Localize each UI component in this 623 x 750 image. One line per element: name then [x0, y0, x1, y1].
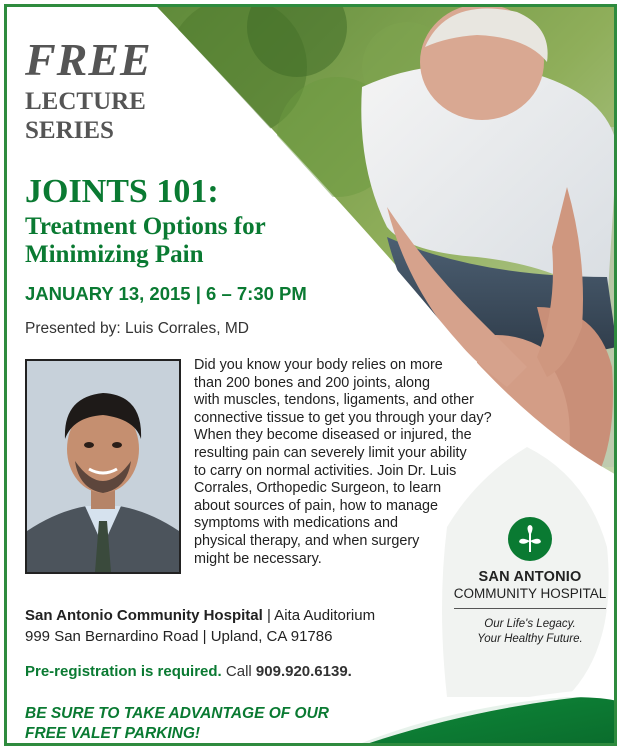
- presenter-portrait: [25, 359, 181, 574]
- description-line: resulting pain can severely limit your ability: [194, 444, 467, 461]
- registration-line: [25, 663, 352, 680]
- description-line: Corrales, Orthopedic Surgeon, to learn: [194, 480, 442, 497]
- subtitle-line-1: Treatment Options for: [25, 213, 266, 240]
- description-line: Did you know your body relies on more: [194, 357, 443, 373]
- valet-line-1: BE SURE TO TAKE ADVANTAGE OF OUR: [25, 705, 329, 722]
- subtitle-line-2: Minimizing Pain: [25, 241, 204, 268]
- description-line: When they become diseased or injured, the: [194, 427, 472, 444]
- hospital-logo: [450, 517, 610, 647]
- venue-address: 999 San Bernardino Road | Upland, CA 91786: [25, 628, 333, 645]
- event-date-time: JANUARY 13, 2015 | 6 – 7:30 PM: [25, 283, 307, 304]
- event-title: JOINTS 101:: [25, 173, 219, 210]
- venue-info: [25, 605, 375, 647]
- venue-line: [25, 605, 375, 626]
- logo-tagline-2: Your Healthy Future.: [477, 633, 583, 645]
- description-line: symptoms with medications and: [194, 515, 398, 532]
- venue-hospital: San Antonio Community Hospital: [25, 607, 263, 624]
- valet-line-2: FREE VALET PARKING!: [25, 725, 201, 742]
- logo-name-line-1: SAN ANTONIO: [478, 569, 582, 585]
- presenter-line: Presented by: Luis Corrales, MD: [25, 320, 249, 337]
- description-line: physical therapy, and when surgery: [194, 532, 420, 549]
- valet-notice: [25, 704, 329, 744]
- venue-room: | Aita Auditorium: [262, 607, 376, 624]
- series-heading: SERIES: [25, 117, 114, 144]
- description-line: to carry on normal activities. Join Dr. Luis: [194, 462, 457, 479]
- flyer-frame: [4, 4, 617, 746]
- leaf-logo-icon: [508, 517, 552, 561]
- description-line: might be necessary.: [194, 550, 322, 567]
- description-line: connective tissue to get you through your day?: [194, 409, 492, 426]
- registration-required: Pre-registration is required.: [25, 663, 222, 680]
- event-subtitle: [25, 213, 355, 269]
- logo-divider: [454, 608, 606, 609]
- free-heading: FREE: [25, 34, 152, 85]
- logo-tagline-1: Our Life's Legacy.: [484, 618, 576, 630]
- description-line: than 200 bones and 200 joints, along: [194, 374, 431, 391]
- registration-phone: 909.920.6139.: [255, 663, 352, 680]
- portrait-image: [27, 361, 179, 572]
- description-line: with muscles, tendons, ligaments, and other: [194, 392, 474, 409]
- logo-name-line-2: COMMUNITY HOSPITAL: [453, 586, 607, 601]
- description-line: about sources of pain, how to manage: [194, 497, 439, 514]
- lecture-heading: LECTURE: [25, 88, 146, 115]
- registration-call: Call: [221, 663, 256, 680]
